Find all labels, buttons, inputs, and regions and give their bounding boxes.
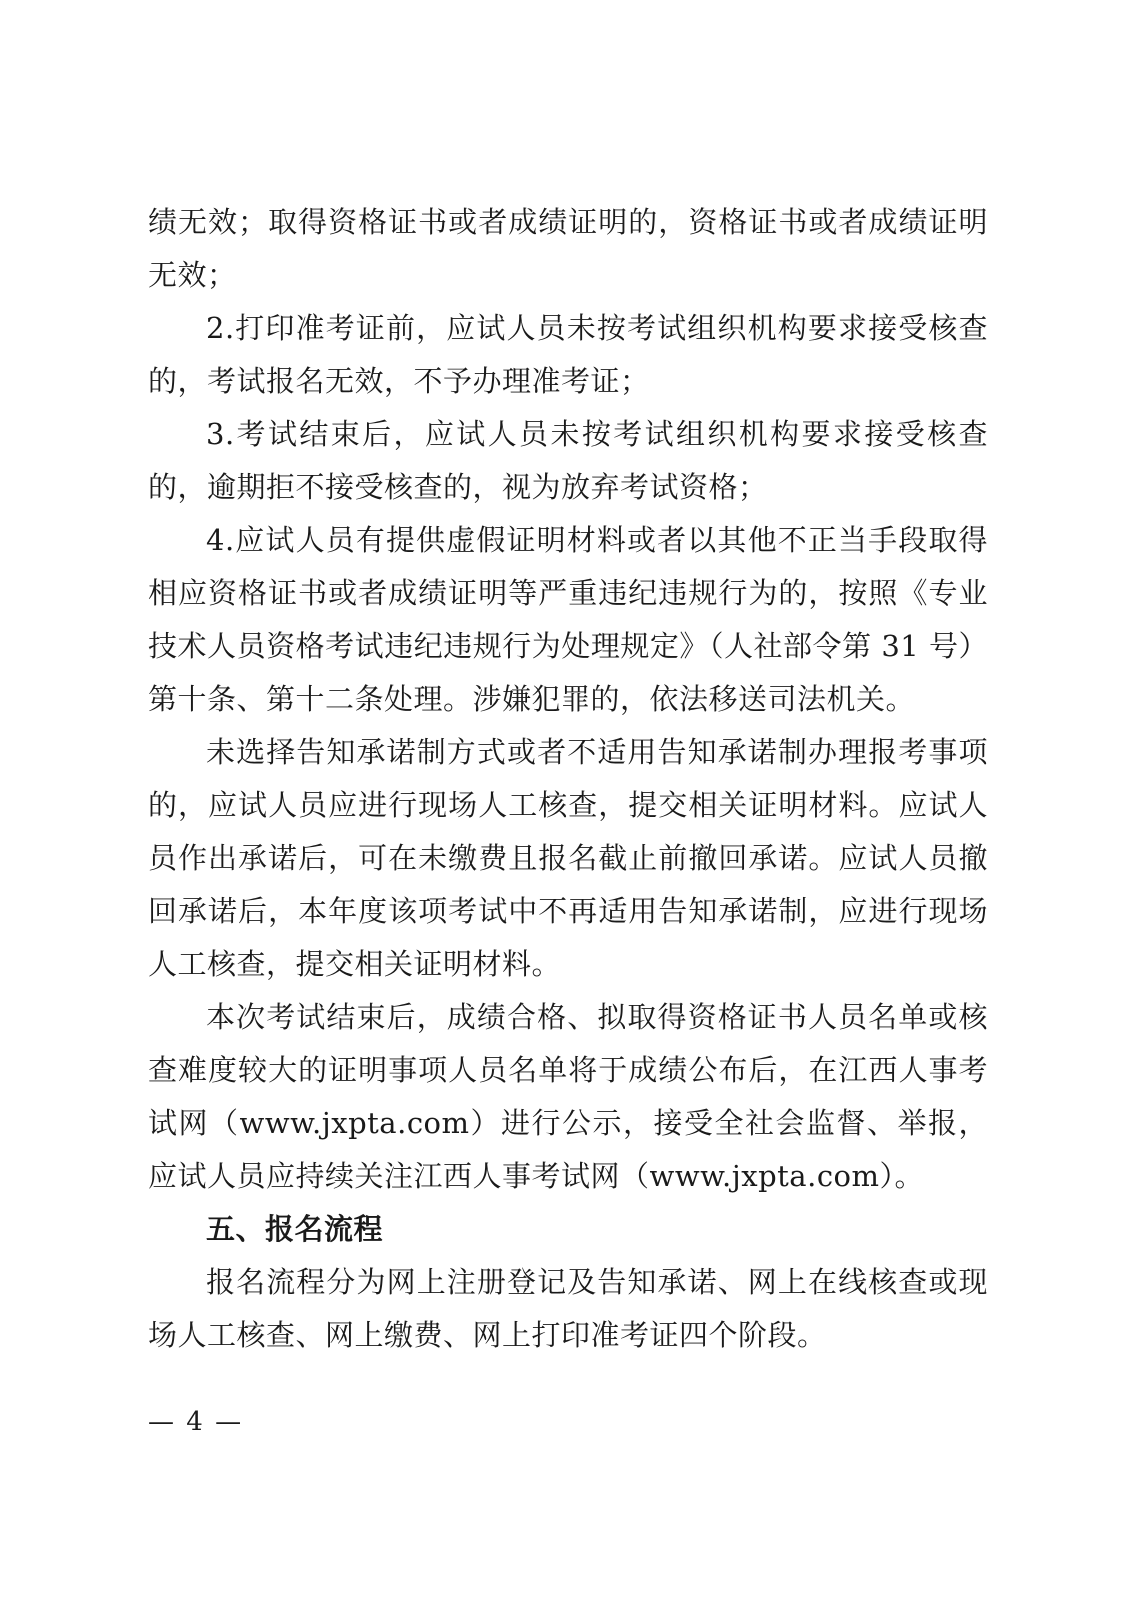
paragraph-publicity: 本次考试结束后，成绩合格、拟取得资格证书人员名单或核查难度较大的证明事项人员名单将于成绩公布后，在江西人事考试网（www.jxpta.com）进行公示，接受全社会监督、举报，应试人员应持续关注江西人事考试网（www.jxpta.com）。	[148, 1000, 988, 1193]
body-text	[148, 196, 988, 1362]
paragraph-item-4: 4.应试人员有提供虚假证明材料或者以其他不正当手段取得相应资格证书或者成绩证明等严重违纪违规行为的，按照《专业技术人员资格考试违纪违规行为处理规定》（人社部令第 31 号）第十条、第十二条处理。涉嫌犯罪的，依法移送司法机关。	[148, 523, 988, 716]
section-heading: 五、报名流程	[206, 1212, 384, 1246]
paragraph-item-3: 3.考试结束后，应试人员未按考试组织机构要求接受核查的，逾期拒不接受核查的，视为放弃考试资格；	[148, 417, 988, 504]
page-number: — 4 —	[148, 1407, 244, 1437]
paragraph-continuation: 绩无效；取得资格证书或者成绩证明的，资格证书或者成绩证明无效；	[148, 205, 988, 292]
paragraph-process: 报名流程分为网上注册登记及告知承诺、网上在线核查或现场人工核查、网上缴费、网上打印准考证四个阶段。	[148, 1265, 988, 1352]
paragraph-no-commitment: 未选择告知承诺制方式或者不适用告知承诺制办理报考事项的，应试人员应进行现场人工核查，提交相关证明材料。应试人员作出承诺后，可在未缴费且报名截止前撤回承诺。应试人员撤回承诺后，本年度该项考试中不再适用告知承诺制，应进行现场人工核查，提交相关证明材料。	[148, 735, 988, 981]
paragraph-item-2: 2.打印准考证前，应试人员未按考试组织机构要求接受核查的，考试报名无效，不予办理准考证；	[148, 311, 988, 398]
